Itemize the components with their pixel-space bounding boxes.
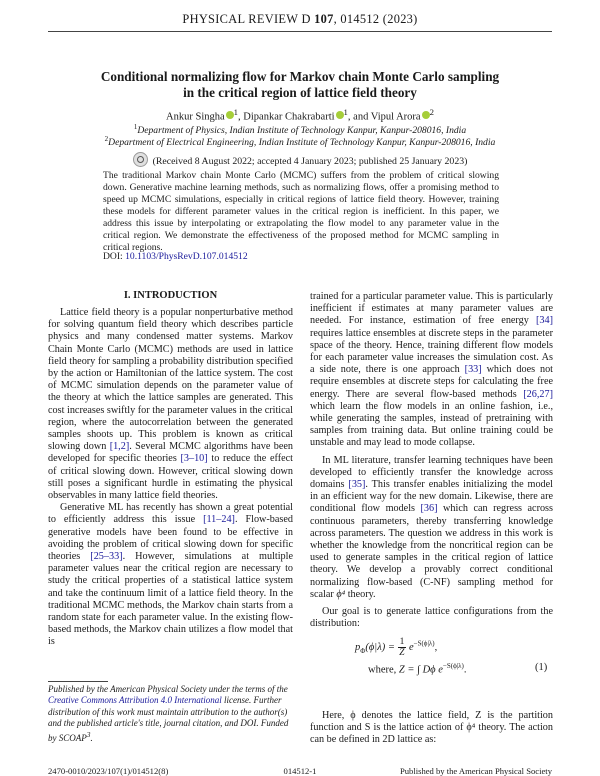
paragraph: Our goal is to generate lattice configurations from the distribution: — [310, 606, 553, 630]
license-footnote — [48, 684, 293, 744]
paragraph — [310, 291, 553, 450]
citation-link[interactable]: [34] — [536, 315, 553, 327]
orcid-icon[interactable] — [422, 111, 430, 119]
text-run: which does not require ensembles at discrete steps for calculating the free energy. There are several flow-based methods — [310, 364, 554, 400]
citation-link[interactable]: [25–33] — [90, 551, 123, 563]
author-list — [0, 107, 600, 123]
citation-link[interactable]: [1,2] — [109, 441, 130, 453]
fraction — [398, 637, 407, 658]
author-3-affil: 2 — [429, 107, 434, 117]
superscript: 3 — [86, 730, 91, 740]
header-divider — [48, 31, 552, 32]
abstract: The traditional Markov chain Monte Carlo (MCMC) suffers from the problem of critical slowing down. Generative machine learning methods, such as normalizing flows, offer a promising method to speed up MCMC simulations, especially in critical regions of lattice field theory. However, training these models for different parameter values in the critical region is inefficient. In this paper, we address this issue by interpolating or extrapolating the flow model to any parameter value in the critical region. We demonstrate the effectiveness of the proposed method for MCMC sampling in critical regions. — [103, 170, 499, 253]
journal-article: , 014512 (2023) — [333, 12, 418, 26]
text-run: theory. — [345, 588, 376, 600]
math-symbol: Z = — [398, 664, 415, 676]
text-run: . Several MCMC algorithms have been developed for specific theories — [48, 441, 293, 465]
doi-label: DOI: — [103, 251, 123, 262]
citation-link[interactable]: [35] — [348, 479, 366, 491]
math-superscript: −S(ϕ|λ) — [442, 662, 464, 670]
author-sep: , — [238, 111, 241, 123]
math-symbol: e — [408, 641, 414, 653]
math-punct: , — [434, 641, 438, 653]
footnote-divider — [48, 681, 108, 682]
text-run: trained for a particular parameter value. This is particularly inefficient if estimates at many parameter values are needed. For instance, estimation of free energy — [310, 291, 553, 327]
author-2-affil: 1 — [343, 107, 348, 117]
text-run: . — [90, 733, 93, 744]
received-text: (Received 8 August 2022; accepted 4 January 2023; published 25 January 2023) — [152, 156, 468, 167]
author-1[interactable]: Ankur Singha — [166, 111, 225, 123]
math-symbol: p — [355, 641, 361, 653]
citation-link[interactable]: [26,27] — [523, 388, 553, 400]
text-run: Published by the American Physical Society under the terms of the — [48, 684, 288, 694]
footer-issn: 2470-0010/2023/107(1)/014512(8) — [48, 766, 169, 776]
paragraph — [48, 307, 293, 502]
title-line-2: in the critical region of lattice field theory — [183, 84, 417, 100]
citation-link[interactable]: [33] — [464, 364, 482, 376]
fraction-numerator: 1 — [399, 637, 405, 647]
right-column-bottom — [310, 710, 553, 747]
paragraph — [310, 455, 553, 601]
math-superscript: −S(ϕ|λ) — [413, 639, 435, 648]
affiliation-1-marker: 1 — [133, 123, 138, 131]
left-column — [48, 307, 293, 649]
equation-where — [368, 662, 467, 676]
right-column — [310, 291, 553, 630]
affiliation-2 — [0, 135, 600, 148]
journal-volume: 107 — [314, 12, 334, 26]
affiliation-1-text: Department of Physics, Indian Institute of Technology Kanpur, Kanpur-208016, India — [137, 125, 467, 137]
doi-line — [103, 251, 248, 262]
orcid-icon[interactable] — [336, 111, 344, 119]
orcid-icon[interactable] — [226, 111, 234, 119]
text-run: . Flow-based generative models have been found to be effective in avoiding the problem of critical slowing down for specific theories — [48, 514, 293, 563]
title-line-1: Conditional normalizing flow for Markov chain Monte Carlo sampling — [100, 69, 500, 84]
paper-title — [60, 69, 540, 100]
paragraph — [48, 502, 293, 648]
math-symbol: (ϕ|λ) = — [365, 641, 395, 653]
text-run: requires lattice ensembles at discrete steps in the parameter space of the theory. Hence, training different flow models for each parameter value increases the simulation cost. As a side note, there is one approach — [310, 327, 553, 376]
text-run: Generative ML has recently has shown a great potential to efficiently address this issue — [48, 502, 293, 526]
footer-page-number: 014512-1 — [283, 766, 317, 776]
text-run: which can regress across continuous parameters, thereby transferring knowledge across parameters. The question we address in this work is whether the knowledge from the noncritical region can be used to generate samples in the critical region of lattice theory. We develop a provably correct conditional normalizing flow-based (C-NF) sampling method for scalar — [310, 503, 553, 600]
text-run: Lattice field theory is a popular nonperturbative method for solving quantum field theory which describes particle physics and many condensed matter systems. Markov Chain Monte Carlo (MCMC) methods are used in lattice field theory for sampling a probability distribution specified by the action or Hamiltonian of the lattice system. The cost of MCMC simulation depends on the parameter value of the theory at which the lattice samples are generated. This cost increases swiftly for the parameter values in the critical region, where the autocorrelation between the generated samples shoots up. This problem is known as critical slowing down — [48, 307, 293, 453]
journal-header — [0, 12, 600, 27]
citation-link[interactable]: [36] — [420, 503, 438, 515]
citation-link[interactable]: [11–24] — [203, 514, 235, 526]
affiliation-2-marker: 2 — [104, 135, 109, 143]
text-run: . This transfer enables initializing the model in an efficient way for the new domain. Likewise, there are conditional flow models — [310, 479, 553, 515]
check-for-updates-icon[interactable] — [133, 152, 148, 167]
author-2[interactable]: Dipankar Chakrabarti — [243, 111, 335, 123]
math-symbol: ∫ Dϕ e — [417, 664, 443, 676]
citation-link[interactable]: [3–10] — [180, 453, 208, 465]
text-run: license. Further distribution of this work must maintain attribution to the author(s) and the published article's title, journal citation, and DOI. Funded by SCOAP — [48, 695, 289, 744]
author-sep: , — [347, 111, 351, 123]
section-heading: I. INTRODUCTION — [123, 290, 218, 301]
affiliation-2-text: Department of Electrical Engineering, Indian Institute of Technology Kanpur, Kanpur-208016, India — [108, 137, 496, 149]
text-run: . However, simulations at multiple parameter values near the critical region are necessary to study the critical properties of a statistical lattice system and take the continuum limit of a lattice field theory. In the traditional MCMC methods, the Markov chain starts from a random state for each parameter value. In the existing flow-based methods, the Markov chain utilizes a flow model that is — [48, 551, 294, 648]
received-dates — [0, 152, 600, 167]
license-link[interactable]: Creative Commons Attribution 4.0 International — [48, 695, 222, 706]
author-1-affil: 1 — [233, 107, 239, 117]
text-run: which learn the flow models in an online fashion, i.e., while generating the samples, instead of pretraining with samples from training data. But online training could be unstable and may lead to mode collapse. — [310, 400, 553, 449]
math-text: where, — [368, 664, 397, 676]
text-run: In ML literature, transfer learning techniques have been developed to efficiently transfer the knowledge across domains — [310, 454, 553, 491]
equation-lhs — [355, 637, 437, 658]
equation-number: (1) — [535, 662, 548, 673]
math-subscript: Φ — [360, 647, 366, 655]
paragraph: Here, ϕ denotes the lattice field, Z is the partition function and S is the lattice action of ϕ⁴ theory. The action can be defined in 2D lattice as: — [310, 710, 553, 746]
doi-link[interactable]: 10.1103/PhysRevD.107.014512 — [125, 251, 248, 262]
footer-publisher: Published by the American Physical Society — [399, 766, 552, 776]
fraction-denominator: Z — [399, 648, 405, 658]
text-run: to reduce the effect of critical slowing down. However, critical slowing down still poses a significant hurdle in estimating the physical observables in many lattice field theories. — [48, 453, 294, 502]
journal-name: PHYSICAL REVIEW D — [182, 12, 311, 26]
math-punct: . — [463, 664, 467, 676]
author-3[interactable]: and Vipul Arora — [353, 111, 421, 123]
math-symbol: ϕ⁴ — [336, 588, 346, 600]
